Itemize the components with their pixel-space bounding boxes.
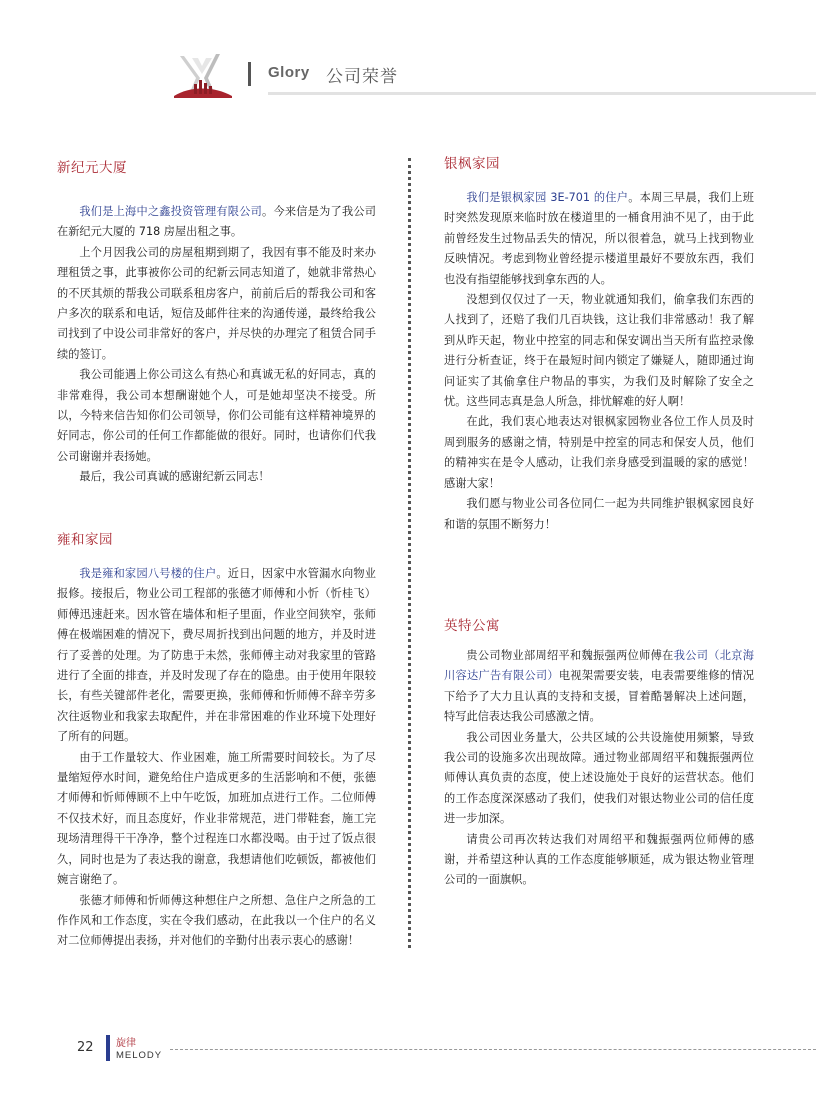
footer-accent-bar <box>106 1035 110 1061</box>
section-title: 新纪元大厦 <box>57 160 127 176</box>
lead-paragraph <box>444 646 754 728</box>
section-title: 雍和家园 <box>57 532 113 548</box>
section-body-xinjiyuan <box>57 202 376 488</box>
paragraph: 张德才师傅和忻师傅这种想住户之所想、急住户之所急的工作作风和工作态度，实在令我们感动，在此我以一个住户的名义对二位师傅提出表扬，并对他们的辛勤付出表示衷心的感谢！ <box>57 893 376 948</box>
paragraph: 我公司因业务量大，公共区域的公共设施使用频繁，导致我公司的设施多次出现故障。通过物业部周绍平和魏振强两位师傅认真负责的态度，使上述设施处于良好的运营状态。他们的工作态度深深感动了我们，使我们对银达物业公司的信任度进一步加深。 <box>444 730 754 826</box>
paragraph: 上个月因我公司的房屋租期到期了，我因有事不能及时来办理租赁之事，此事被你公司的纪新云同志知道了，她就非常热心的不厌其烦的帮我公司联系租房客户，前前后后的帮我公司和客户多次的联系和电话，短信及邮件往来的沟通传递，最终给我公司找到了中设公司非常好的客户，并尽快的办理完了租赁合同手续的签订。 <box>57 245 376 361</box>
lead-text-pre: 贵公司物业部周绍平和魏振强两位师傅在 <box>466 649 674 662</box>
section-title: 银枫家园 <box>444 156 500 172</box>
section-yonghe <box>57 528 113 548</box>
section-yinfeng <box>444 152 500 172</box>
paragraph: 在此，我们衷心地表达对银枫家园物业各位工作人员及时周到服务的感谢之情，特别是中控室的同志和保安人员，他们的精神实在是令人感动，让我们亲身感受到温暖的家的感觉！感谢大家！ <box>444 415 754 490</box>
page-number: 22 <box>77 1040 94 1055</box>
paragraph: 由于工作量较大、作业困难，施工所需要时间较长。为了尽量缩短停水时间，避免给住户造成更多的生活影响和不便，张德才师傅和忻师傅顾不上中午吃饭，加班加点进行工作。二位师傅不仅技术好，而且态度好，作业非常规范，进门带鞋套，施工完现场清理得干干净净，整个过程连口水都没喝。由于过了饭点很久，同时也是为了表达我的谢意，我想请他们吃顿饭，都被他们婉言谢绝了。 <box>57 750 376 887</box>
lead-paragraph <box>57 564 376 748</box>
header-rule <box>268 92 816 95</box>
magazine-name-en: MELODY <box>116 1050 163 1061</box>
paragraph: 没想到仅仅过了一天，物业就通知我们，偷拿我们东西的人找到了，还赔了我们几百块钱，这让我们非常感动！我了解到从昨天起，物业中控室的同志和保安调出当天所有监控录像进行分析查证，终于在最短时间内锁定了嫌疑人，随即通过询问证实了其偷拿住户物品的事实，为我们及时解除了安全之忧。这些同志真是急人所急，排忧解难的好人啊！ <box>444 293 754 409</box>
section-title: 英特公寓 <box>444 618 500 634</box>
section-xinjiyuan <box>57 156 127 176</box>
paragraph: 最后，我公司真诚的感谢纪新云同志！ <box>79 470 270 484</box>
lead-text: 电视架需要安装，电表需要维修的情况下给予了大力且认真的支持和支援，冒着酷暑解决上述问题，特写此信表达我公司感激之情。 <box>444 669 754 724</box>
lead-paragraph <box>444 188 754 290</box>
section-body-yingte <box>444 646 754 891</box>
letter-sender-highlight: 我们是银枫家园 3E-701 的住户 <box>466 191 629 204</box>
paragraph: 请贵公司再次转达我们对周绍平和魏振强两位师傅的感谢，并希望这种认真的工作态度能够顺延，成为银达物业管理公司的一面旗帜。 <box>444 832 754 887</box>
letter-sender-highlight: 我们是上海中之鑫投资管理有限公司 <box>79 205 263 218</box>
section-body-yonghe <box>57 564 376 952</box>
lead-text: 。今来信是为了我公司在新纪元大厦的 718 房屋出租之事。 <box>57 205 376 239</box>
lead-text: 。近日，因家中水管漏水向物业报修。接报后，物业公司工程部的张德才师傅和小忻（忻桂飞）师傅迅速赶来。因水管在墙体和柜子里面，作业空间狭窄，张师傅在极端困难的情况下，费尽周折找到出问题的地方，并及时进行了妥善的处理。为了防患于未然，张师傅主动对我家里的管路进行了全面的排查，并及时发现了存在的隐患。由于使用年限较长，有些关键部件老化，需要更换，张师傅和忻师傅不辞辛劳多次往返物业和我家去取配件，并在非常困难的作业环境下处理好了所有的问题。 <box>57 567 376 744</box>
paragraph: 我们愿与物业公司各位同仁一起为共同维护银枫家园良好和谐的氛围不断努力！ <box>444 497 754 531</box>
company-logo <box>170 50 234 102</box>
column-divider <box>408 158 411 948</box>
header-divider <box>248 62 251 86</box>
section-body-yinfeng <box>444 188 754 535</box>
paragraph: 我公司能遇上你公司这么有热心和真诚无私的好同志，真的非常难得，我公司本想酬谢她个人，可是她却坚决不接受。所以，今特来信告知你们公司领导，你们公司能有这样精神境界的好同志，你公司的任何工作都能做的很好。同时，也请你们代我公司谢谢并表扬她。 <box>57 368 376 463</box>
header-title-en: Glory <box>268 64 310 81</box>
section-yingte <box>444 614 500 634</box>
magazine-name-cn: 旋律 <box>116 1038 136 1049</box>
lead-text: 。本周三早晨，我们上班时突然发现原来临时放在楼道里的一桶食用油不见了，由于此前曾经发生过物品丢失的情况，所以很着急，就马上找到物业反映情况。考虑到物业曾经提示楼道里最好不要放东西，我们也没有指望能够找到拿东西的人。 <box>444 191 754 286</box>
letter-sender-highlight: 我公司（北京海川容达广告有限公司） <box>444 649 754 683</box>
letter-sender-highlight: 我是雍和家园八号楼的住户 <box>79 567 217 580</box>
footer-rule <box>170 1049 816 1050</box>
lead-paragraph <box>57 202 376 243</box>
header-title-cn: 公司荣誉 <box>326 67 398 87</box>
